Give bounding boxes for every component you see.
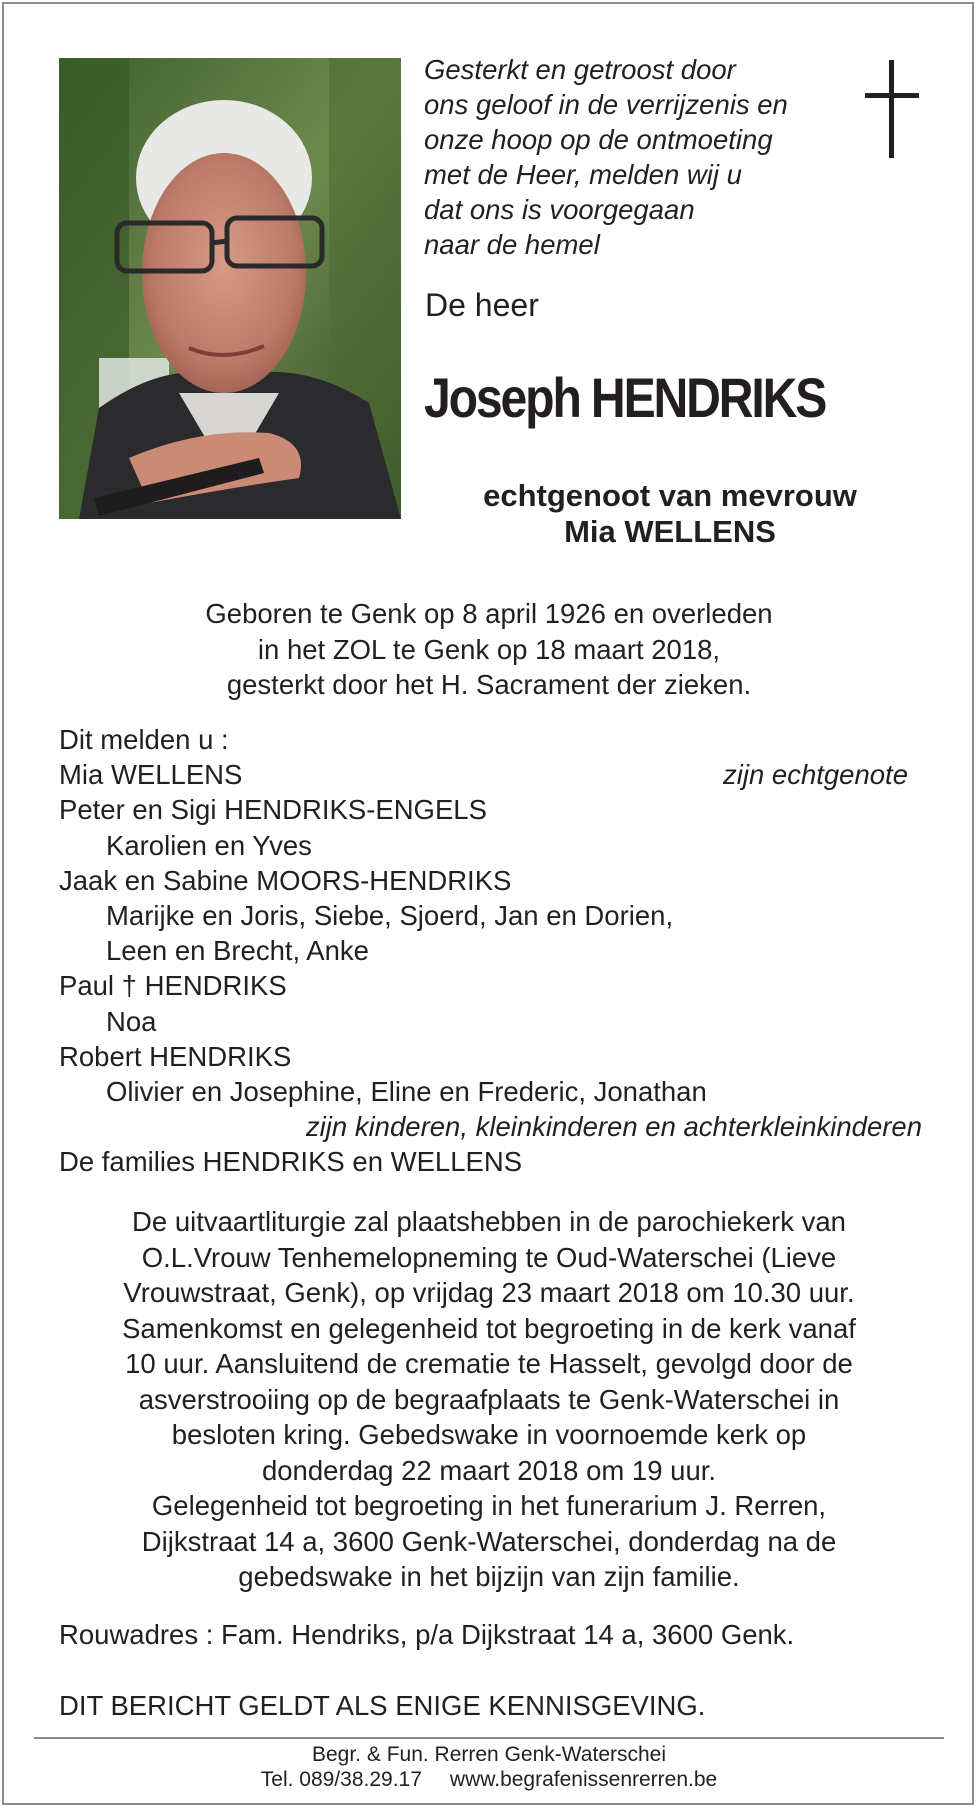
funeral-line: besloten kring. Gebedswake in voornoemde kerk op: [171, 1419, 807, 1450]
family-list: [59, 722, 922, 1179]
footer-website[interactable]: www.begrafenissenrerren.be: [449, 1767, 718, 1791]
birth-death-line: in het ZOL te Genk op 18 maart 2018,: [257, 633, 721, 665]
birth-death-line: gesterkt door het H. Sacrament der zieken.: [226, 669, 752, 700]
family-member: Noa: [106, 1005, 157, 1037]
footer-divider: [34, 1737, 944, 1739]
family-spouse-relation: zijn echtgenote: [723, 759, 908, 791]
family-member: Leen en Brecht, Anke: [106, 935, 369, 967]
latin-cross-icon: [862, 60, 922, 165]
intro-line: dat ons is voorgegaan: [424, 194, 695, 225]
family-heading: Dit melden u :: [59, 724, 229, 755]
spouse-line: Mia WELLENS: [564, 514, 776, 549]
family-spouse-row: [59, 757, 919, 792]
funeral-line: Dijkstraat 14 a, 3600 Genk-Waterschei, donderdag na de: [141, 1525, 837, 1557]
funeral-line: 10 uur. Aansluitend de crematie te Hasselt, gevolgd door de: [125, 1348, 853, 1379]
footer: [34, 1743, 944, 1792]
footer-phone: Tel. 089/38.29.17: [260, 1767, 422, 1791]
intro-line: Gesterkt en getroost door: [424, 54, 736, 85]
footer-contact: [34, 1768, 944, 1793]
families-line: De families HENDRIKS en WELLENS: [59, 1146, 523, 1178]
intro-line: met de Heer, melden wij u: [424, 159, 742, 190]
funeral-line: gebedswake in het bijzijn van zijn familie.: [238, 1561, 740, 1592]
children-relation-row: [59, 1109, 922, 1144]
mourning-address: Rouwadres : Fam. Hendriks, p/a Dijkstraat 14 a, 3600 Genk.: [59, 1619, 795, 1650]
intro-line: onze hoop op de ontmoeting: [424, 124, 773, 155]
portrait-photo: [59, 58, 401, 519]
funeral-line: O.L.Vrouw Tenhemelopneming te Oud-Waterschei (Lieve: [141, 1241, 837, 1273]
funeral-line: Vrouwstraat, Genk), op vrijdag 23 maart 2018 om 10.30 uur.: [123, 1277, 855, 1308]
funeral-line: Gelegenheid tot begroeting in het funerarium J. Rerren,: [151, 1490, 827, 1521]
family-member: Marijke en Joris, Siebe, Sjoerd, Jan en Dorien,: [106, 899, 674, 931]
funeral-line: Samenkomst en gelegenheid tot begroeting in de kerk vanaf: [122, 1312, 856, 1344]
family-member: Jaak en Sabine MOORS-HENDRIKS: [59, 864, 512, 896]
funeral-line: De uitvaartliturgie zal plaatshebben in de parochiekerk van: [132, 1206, 846, 1237]
family-spouse-name: Mia WELLENS: [59, 759, 243, 791]
deceased-name: Joseph HENDRIKS: [424, 366, 826, 429]
salutation: De heer: [425, 287, 539, 323]
intro-line: ons geloof in de verrijzenis en: [424, 89, 788, 120]
notice-text: DIT BERICHT GELDT ALS ENIGE KENNISGEVING.: [59, 1690, 706, 1721]
family-member: Peter en Sigi HENDRIKS-ENGELS: [59, 794, 487, 826]
footer-company: Begr. & Fun. Rerren Genk-Waterschei: [311, 1743, 667, 1766]
family-member: Robert HENDRIKS: [59, 1040, 292, 1072]
spouse-line: echtgenoot van mevrouw: [483, 478, 857, 513]
spouse-info: [420, 478, 920, 550]
funeral-details: [59, 1204, 919, 1595]
funeral-line: donderdag 22 maart 2018 om 19 uur.: [261, 1454, 717, 1486]
family-member: Paul † HENDRIKS: [59, 970, 287, 1002]
intro-line: naar de hemel: [424, 229, 600, 260]
children-relation: zijn kinderen, kleinkinderen en achterkleinkinderen: [305, 1111, 922, 1143]
family-member: Olivier en Josephine, Eline en Frederic, Jonathan: [106, 1075, 707, 1107]
intro-text: [424, 52, 864, 262]
birth-death-line: Geboren te Genk op 8 april 1926 en overleden: [205, 598, 773, 629]
family-member: Karolien en Yves: [106, 829, 312, 861]
funeral-line: asverstrooiing op de begraafplaats te Genk-Waterschei in: [138, 1383, 840, 1415]
birth-death-info: [59, 596, 919, 703]
